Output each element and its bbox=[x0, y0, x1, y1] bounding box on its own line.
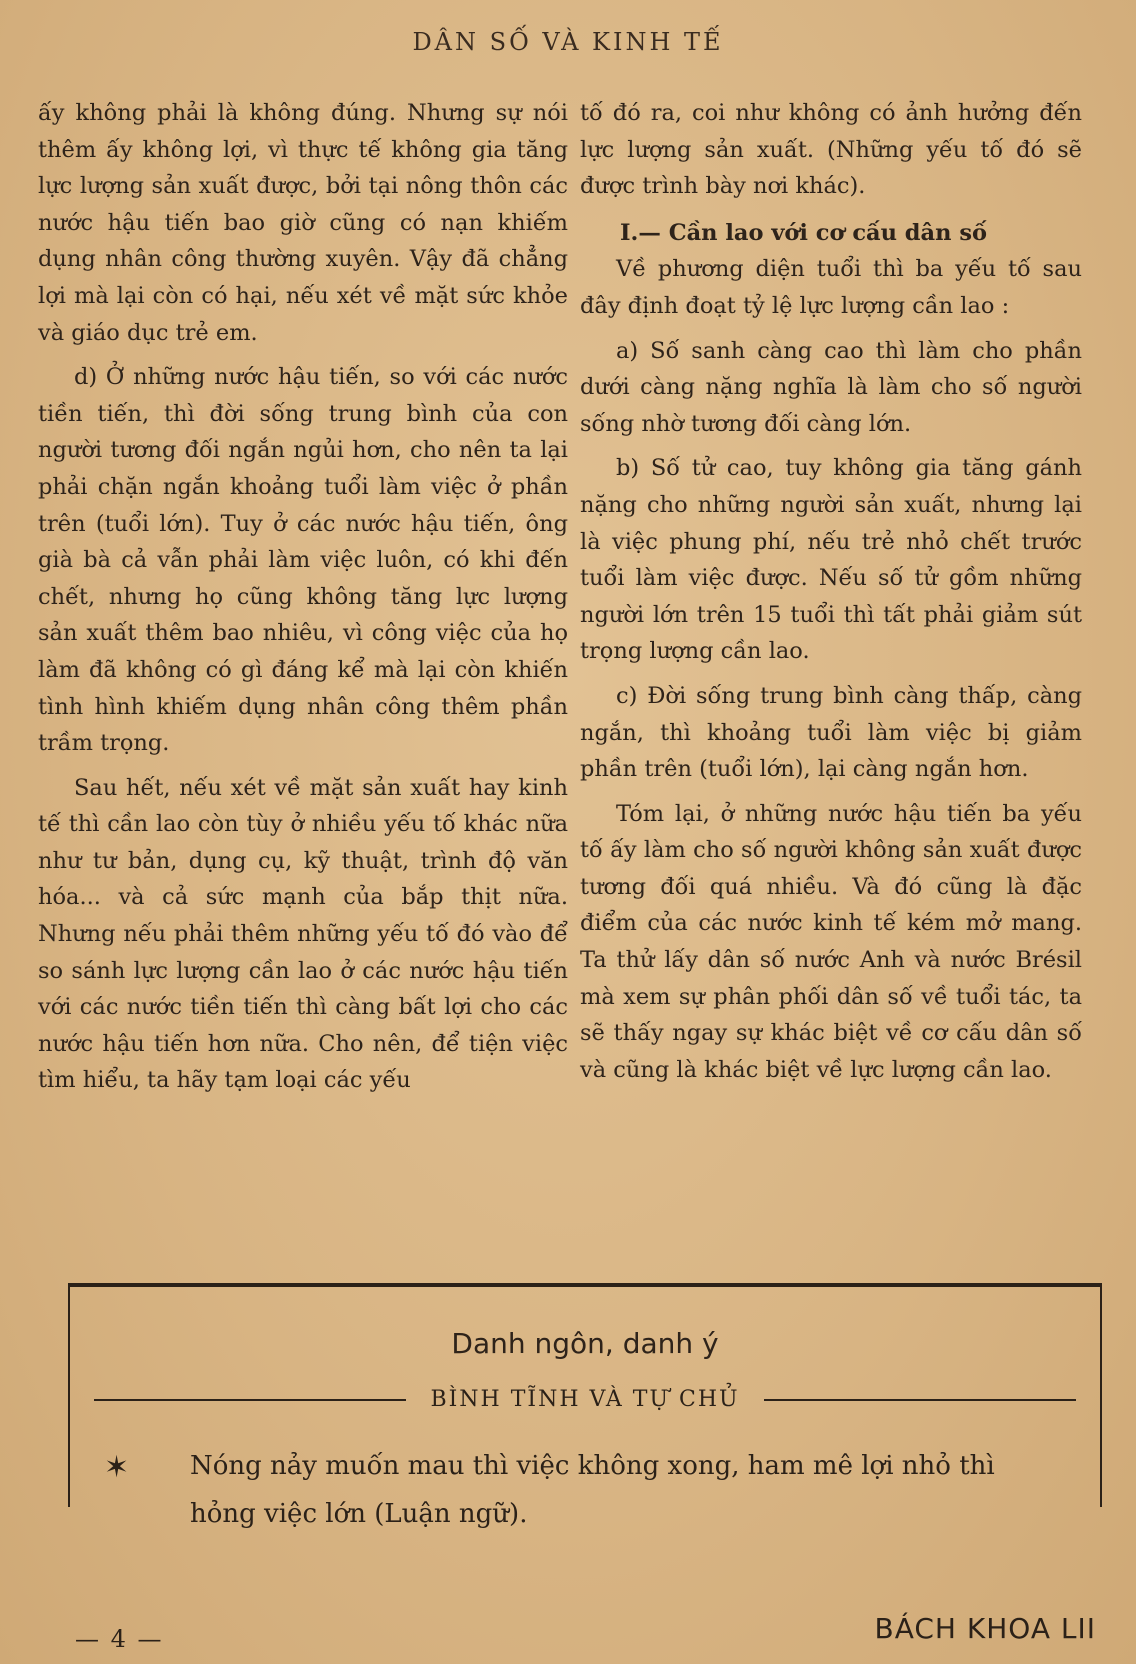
paragraph: Sau hết, nếu xét về mặt sản xuất hay kinh tế thì cần lao còn tùy ở nhiều yếu tố khác nữa như tư bản, dụng cụ, kỹ thuật, trình độ văn hóa... và cả sức mạnh của bắp thịt nữa. Nhưng nếu phải thêm những yếu tố đó vào để so sánh lực lượng cần lao ở các nước hậu tiến với các nước tiền tiến thì càng bất lợi cho các nước hậu tiến hơn nữa. Cho nên, để tiện việc tìm hiểu, ta hãy tạm loại các yếu bbox=[38, 774, 568, 1094]
page-number: — 4 — bbox=[75, 1625, 164, 1653]
paragraph: d) Ở những nước hậu tiến, so với các nước tiền tiến, thì đời sống trung bình của con người tương đối ngắn ngủi hơn, cho nên ta lại phải chặn ngắn khoảng tuổi làm việc ở phần trên (tuổi lớn). Tuy ở các nước hậu tiến, ông già bà cả vẫn phải làm việc luôn, có khi đến chết, nhưng họ cũng không tăng lực lượng sản xuất thêm bao nhiêu, vì công việc của họ làm đã không có gì đáng kể mà lại còn khiến tình hình khiếm dụng nhân công thêm phần trầm trọng. bbox=[38, 364, 568, 757]
paragraph: b) Số tử cao, tuy không gia tăng gánh nặng cho những người sản xuất, nhưng lại là việc phung phí, nếu trẻ nhỏ chết trước tuổi làm việc được. Nếu số tử gồm những người lớn trên 15 tuổi thì tất phải giảm sút trọng lượng cần lao. bbox=[580, 455, 1082, 665]
left-column bbox=[38, 95, 568, 1099]
star-icon: ✶ bbox=[104, 1450, 130, 1485]
right-column bbox=[580, 95, 1082, 1088]
paragraph: ấy không phải là không đúng. Nhưng sự nói thêm ấy không lợi, vì thực tế không gia tăng lực lượng sản xuất được, bởi tại nông thôn các nước hậu tiến bao giờ cũng có nạn khiếm dụng nhân công thường xuyên. Vậy đã chẳng lợi mà lại còn có hại, nếu xét về mặt sức khỏe và giáo dục trẻ em. bbox=[38, 100, 568, 346]
paragraph: a) Số sanh càng cao thì làm cho phần dưới càng nặng nghĩa là làm cho số người sống nhờ tương đối càng lớn. bbox=[580, 337, 1082, 437]
paragraph: Về phương diện tuổi thì ba yếu tố sau đây định đoạt tỷ lệ lực lượng cần lao : bbox=[580, 256, 1082, 319]
running-header: DÂN SỐ VÀ KINH TẾ bbox=[412, 28, 724, 56]
quote-text: Nóng nảy muốn mau thì việc không xong, ham mê lợi nhỏ thì hỏng việc lớn (Luận ngữ). bbox=[190, 1451, 995, 1529]
paragraph: c) Đời sống trung bình càng thấp, càng ngắn, thì khoảng tuổi làm việc bị giảm phần trên (tuổi lớn), lại càng ngắn hơn. bbox=[580, 682, 1082, 783]
divider bbox=[94, 1399, 406, 1401]
box-subtitle: BÌNH TĨNH VÀ TỰ CHỦ bbox=[430, 1387, 740, 1412]
paragraph: tố đó ra, coi như không có ảnh hưởng đến lực lượng sản xuất. (Những yếu tố đó sẽ được trình bày nơi khác). bbox=[580, 100, 1082, 200]
paragraph: Tóm lại, ở những nước hậu tiến ba yếu tố ấy làm cho số người không sản xuất được tương đối quá nhiều. Và đó cũng là đặc điểm của các nước kinh tế kém mở mang. Ta thử lấy dân số nước Anh và nước Brésil mà xem sự phân phối dân số về tuổi tác, ta sẽ thấy ngay sự khác biệt về cơ cấu dân số và cũng là khác biệt về lực lượng cần lao. bbox=[580, 800, 1082, 1083]
box-title: Danh ngôn, danh ý bbox=[451, 1327, 719, 1360]
publication-name: BÁCH KHOA LII bbox=[874, 1612, 1096, 1645]
divider bbox=[764, 1399, 1076, 1401]
quote bbox=[104, 1442, 1060, 1538]
quote-box bbox=[68, 1283, 1102, 1529]
section-heading: I.— Cần lao với cơ cấu dân số bbox=[620, 219, 987, 246]
box-subtitle-row bbox=[94, 1387, 1076, 1412]
